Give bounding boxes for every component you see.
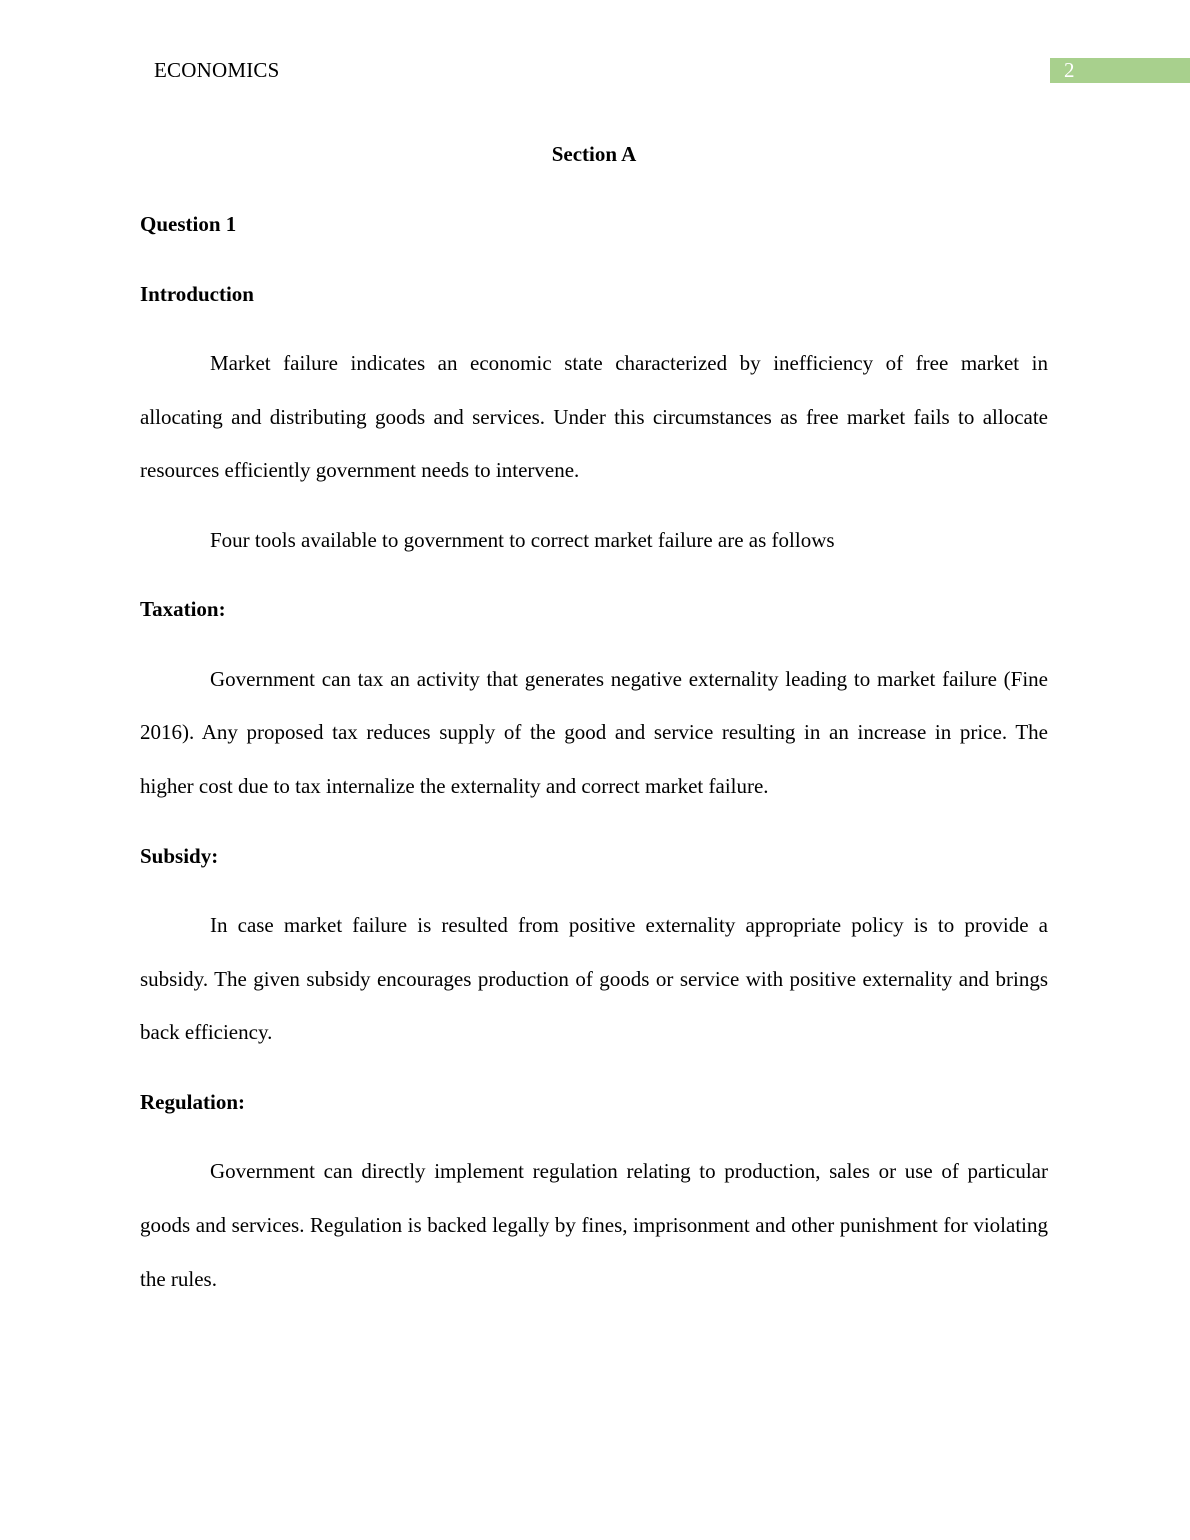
question-heading: Question 1 bbox=[140, 212, 237, 236]
introduction-paragraph: Market failure indicates an economic state characterized by inefficiency of free market in allocating and distributing goods and services. Under this circumstances as free market fails to allocate resources efficiently government needs to intervene. bbox=[140, 351, 1048, 483]
page-number-badge bbox=[1050, 58, 1190, 83]
introduction-heading: Introduction bbox=[140, 281, 254, 306]
page-number: 2 bbox=[1064, 58, 1075, 82]
document-body bbox=[140, 134, 1048, 1328]
subsidy-paragraph: In case market failure is resulted from positive externality appropriate policy is to provide a subsidy. The given subsidy encourages production of goods or service with positive externality and brings back efficiency. bbox=[140, 913, 1048, 1045]
subsidy-heading: Subsidy: bbox=[140, 843, 219, 868]
taxation-heading: Taxation: bbox=[140, 597, 226, 622]
regulation-heading: Regulation: bbox=[140, 1089, 245, 1114]
tools-intro-paragraph: Four tools available to government to correct market failure are as follows bbox=[210, 527, 835, 552]
taxation-paragraph: Government can tax an activity that generates negative externality leading to market failure (Fine 2016). Any proposed tax reduces supply of the good and service resulting in an increase in price. The higher cost due to tax internalize the externality and correct market failure. bbox=[140, 666, 1048, 799]
running-head: ECONOMICS bbox=[154, 58, 280, 82]
section-title: Section A bbox=[551, 142, 637, 166]
regulation-paragraph: Government can directly implement regulation relating to production, sales or use of particular goods and services. Regulation is backed legally by fines, imprisonment and other punishment for violating the rules. bbox=[140, 1159, 1048, 1291]
